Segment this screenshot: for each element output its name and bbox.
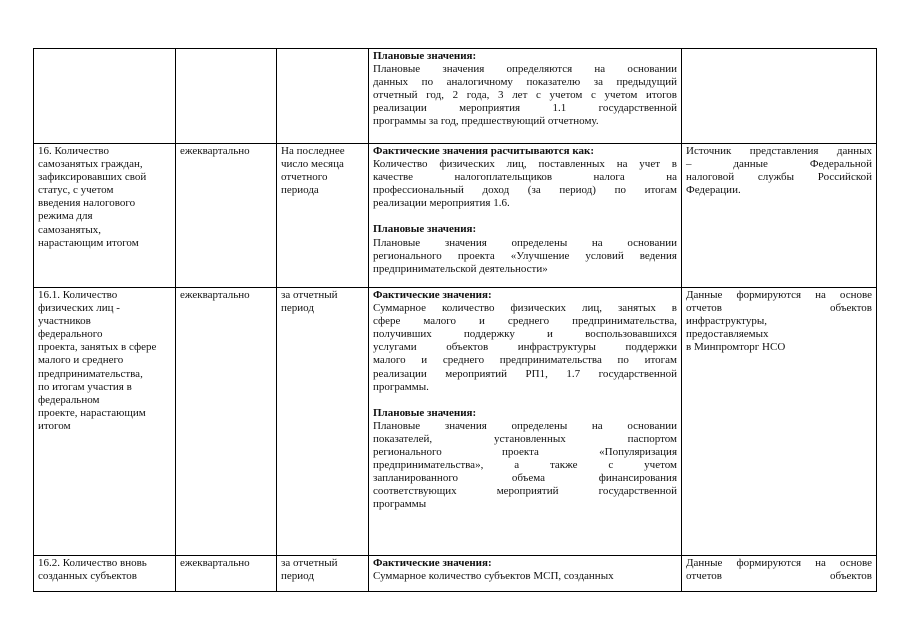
method-cell [369, 288, 682, 556]
method-line: качестве налогоплательщиков налога на [373, 171, 677, 184]
method-line: сфере малого и среднего предпринимательства, [373, 315, 677, 328]
method-line: отчетный год, 2 года, 3 лет с учетом с учетом итогов [373, 89, 677, 102]
indicator-name-line: итогом [38, 419, 71, 432]
paragraph-gap [373, 394, 677, 407]
indicator-name-line: зафиксировавших свой [38, 171, 147, 184]
method-line: запланированного объема финансирования [373, 472, 677, 485]
method-line: программы за год, предшествующий отчетному. [373, 115, 599, 128]
indicator-name-cell [34, 556, 176, 592]
source-line: Источник представления данных [686, 145, 872, 157]
indicator-name-line: 16.1. Количество [38, 289, 118, 301]
source-line: Федерации. [686, 184, 741, 197]
source-cell [682, 556, 877, 592]
method-line: Плановые значения определены на основании [373, 419, 677, 432]
time-cell [277, 144, 369, 288]
method-heading: Плановые значения: [373, 50, 477, 62]
source-line: в Минпромторг НСО [686, 341, 786, 354]
time-line: число месяца [281, 158, 344, 171]
indicator-name-line: созданных субъектов [38, 570, 137, 583]
indicator-name-line: по итогам участия в [38, 380, 132, 393]
indicator-name-line: 16. Количество [38, 145, 110, 157]
method-line: малого и среднего предпринимательства по итогам [373, 354, 677, 367]
method-heading: Плановые значения: [373, 223, 477, 236]
time-cell [277, 556, 369, 592]
method-line: профессиональный доход (за период) по итогам [373, 184, 677, 197]
method-heading: Плановые значения: [373, 406, 477, 419]
time-line: за отчетный [281, 289, 338, 301]
method-heading: Фактические значения: [373, 289, 492, 301]
time-line: На последнее [281, 145, 345, 157]
method-line: показателей, установленных паспортом [373, 432, 677, 445]
time-cell [277, 288, 369, 556]
method-line: предпринимательской деятельности» [373, 262, 548, 275]
method-line: регионального проекта «Улучшение условий ведения [373, 249, 677, 262]
source-line: инфраструктуры, [686, 315, 767, 328]
method-line: реализации мероприятия 1.6. [373, 197, 510, 210]
source-cell [682, 288, 877, 556]
method-cell [369, 556, 682, 592]
time-line: период [281, 302, 314, 315]
method-line: получивших поддержку и воспользовавшихся [373, 328, 677, 341]
indicator-name-cell [34, 144, 176, 288]
indicator-name-line: введения налогового [38, 197, 136, 210]
method-line: реализации мероприятий РП1, 1.7 государственной [373, 367, 677, 380]
method-cell [369, 49, 682, 144]
method-line: соответствующих мероприятий государственной [373, 485, 677, 498]
indicator-name-line: участников [38, 315, 91, 328]
indicator-name-line: самозанятых, [38, 223, 101, 236]
method-line: реализации мероприятия 1.1 государственной [373, 102, 677, 115]
indicator-name-line: самозанятых граждан, [38, 158, 143, 171]
source-cell [682, 49, 877, 144]
time-line: отчетного [281, 171, 328, 184]
indicator-name-line: проекте, нарастающим [38, 406, 146, 419]
method-line: программы. [373, 380, 429, 393]
source-cell [682, 144, 877, 288]
periodicity-cell [176, 556, 277, 592]
indicator-name-cell [34, 288, 176, 556]
source-line: предоставляемых [686, 328, 769, 341]
method-line: регионального проекта «Популяризация [373, 446, 677, 459]
paragraph-gap [373, 210, 677, 223]
indicator-name-line: режима для [38, 210, 93, 223]
periodicity-cell [176, 49, 277, 144]
periodicity-cell [176, 144, 277, 288]
indicator-name-line: федеральном [38, 393, 100, 406]
method-line: Плановые значения определены на основании [373, 236, 677, 249]
method-heading: Фактические значения расчитываются как: [373, 145, 595, 157]
indicator-name-line: предпринимательства, [38, 367, 143, 380]
indicator-name-cell [34, 49, 176, 144]
indicators-table [33, 48, 877, 592]
indicator-name-line: нарастающим итогом [38, 236, 139, 249]
indicator-name-line: федерального [38, 328, 103, 341]
method-line: Суммарное количество физических лиц, занятых в [373, 302, 677, 315]
source-line: отчетов объектов [686, 302, 872, 315]
method-line: Плановые значения определяются на основании [373, 63, 677, 76]
table-body [34, 49, 877, 592]
periodicity-cell [176, 288, 277, 556]
table-row [34, 288, 877, 556]
source-line: Данные формируются на основе [686, 289, 872, 301]
method-line: услугами объектов инфраструктуры поддержки [373, 341, 677, 354]
method-line: предпринимательства», а также с учетом [373, 459, 677, 472]
source-line: Данные формируются на основе [686, 557, 872, 569]
source-line: налоговой службы Российской [686, 171, 872, 184]
periodicity-text: ежеквартально [180, 557, 250, 569]
method-heading: Фактические значения: [373, 557, 492, 569]
time-line: период [281, 570, 314, 583]
method-line: данных по аналогичному показателю за предыдущий [373, 76, 677, 89]
periodicity-text: ежеквартально [180, 145, 250, 157]
method-cell [369, 144, 682, 288]
table-row [34, 49, 877, 144]
indicator-name-line: статус, с учетом [38, 184, 114, 197]
time-line: за отчетный [281, 557, 338, 569]
indicator-name-line: физических лиц - [38, 302, 120, 315]
method-line: Суммарное количество субъектов МСП, созданных [373, 570, 614, 583]
method-line: программы [373, 498, 427, 511]
method-line: Количество физических лиц, поставленных на учет в [373, 158, 677, 171]
source-line: – данные Федеральной [686, 158, 872, 171]
table-row [34, 144, 877, 288]
source-line: отчетов объектов [686, 570, 872, 583]
time-cell [277, 49, 369, 144]
indicator-name-line: малого и среднего [38, 354, 124, 367]
periodicity-text: ежеквартально [180, 289, 250, 301]
table-row [34, 556, 877, 592]
indicator-name-line: проекта, занятых в сфере [38, 341, 157, 354]
time-line: периода [281, 184, 319, 197]
indicator-name-line: 16.2. Количество вновь [38, 557, 147, 569]
